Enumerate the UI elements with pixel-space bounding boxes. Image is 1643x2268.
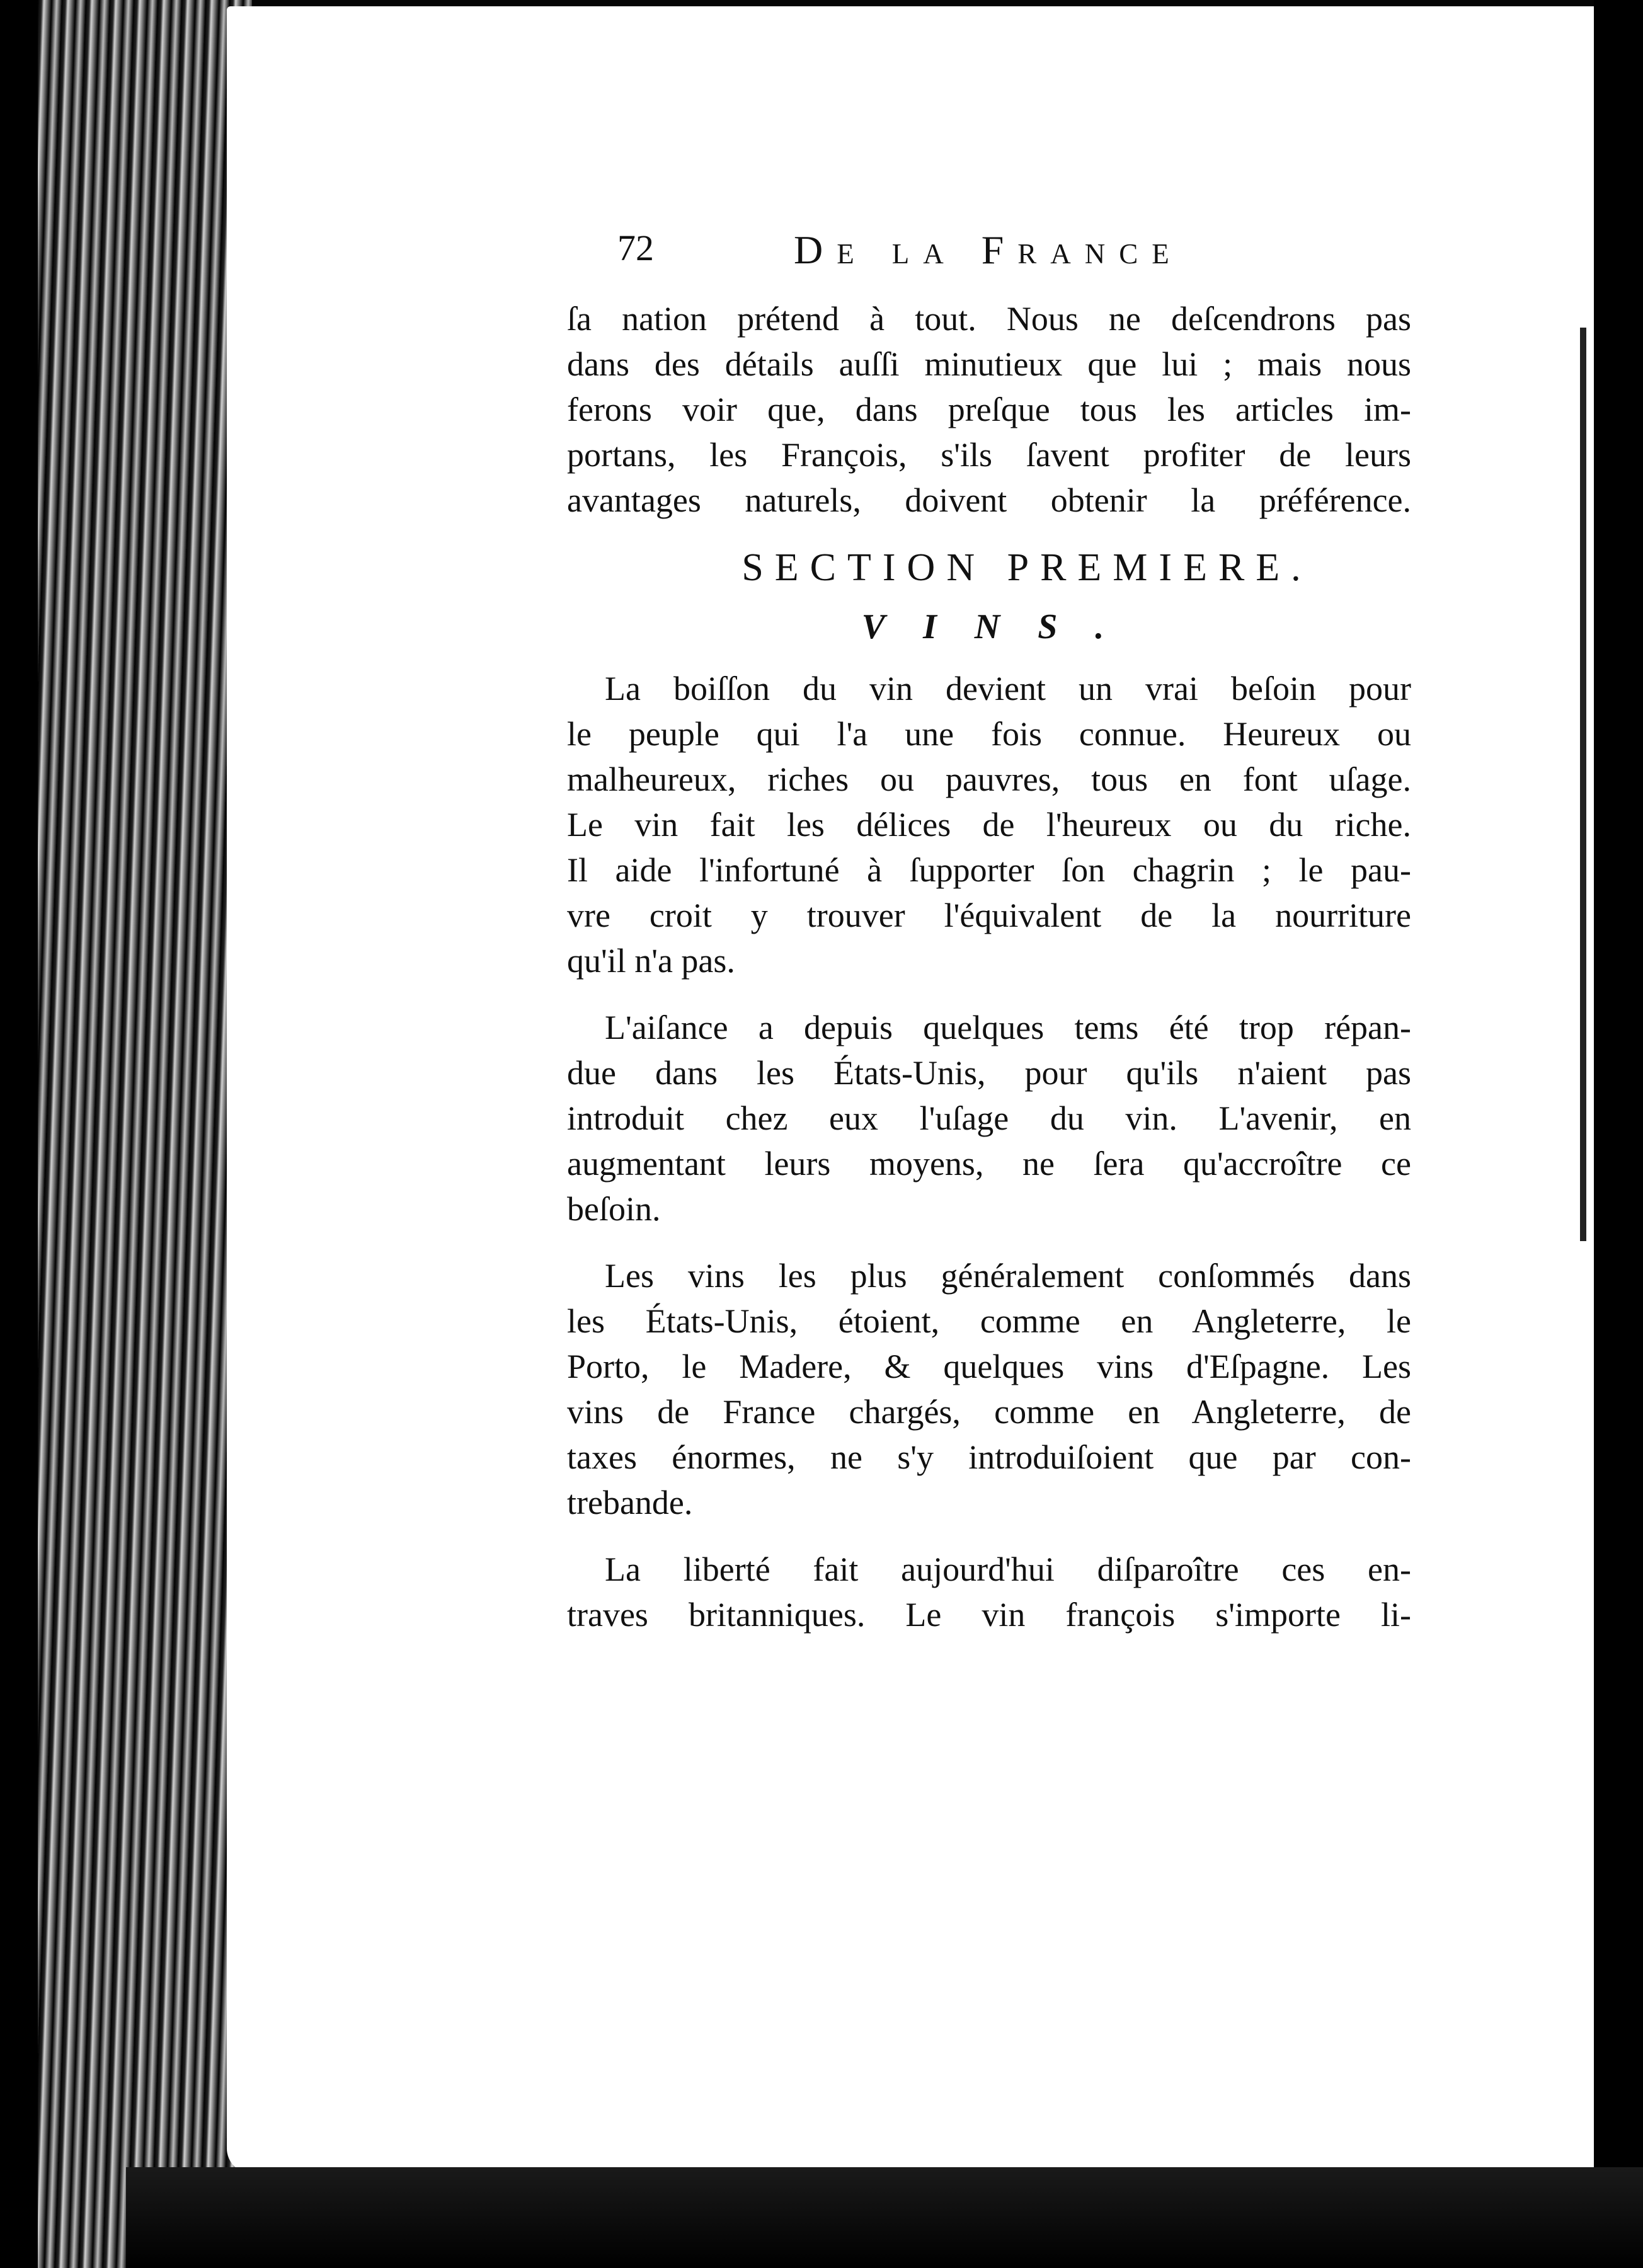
text-line: beſoin. — [567, 1190, 661, 1228]
text-line: augmentant leurs moyens, ne ſera qu'accroître ce — [567, 1145, 1411, 1183]
running-head — [567, 227, 1411, 296]
paragraph — [567, 666, 1411, 983]
text-line: les États-Unis, étoient, comme en Angleterre, le — [567, 1302, 1411, 1340]
text-line: introduit chez eux l'uſage du vin. L'avenir, en — [567, 1099, 1411, 1137]
page-text — [567, 227, 1411, 1659]
text-line: vins de France chargés, comme en Angleterre, de — [567, 1393, 1411, 1431]
text-line: vre croit y trouver l'équivalent de la nourriture — [567, 896, 1411, 934]
text-line: Porto, le Madere, & quelques vins d'Eſpagne. Les — [567, 1348, 1411, 1385]
text-line: ferons voir que, dans preſque tous les articles im- — [567, 391, 1411, 428]
section-heading: SECTION PREMIERE. — [741, 546, 1312, 589]
intro-paragraph — [567, 296, 1411, 523]
text-line: Il aide l'infortuné à ſupporter ſon chagrin ; le pau- — [567, 851, 1411, 889]
text-line: traves britanniques. Le vin françois s'importe li- — [567, 1596, 1411, 1634]
page-bottom-shadow — [126, 2167, 1643, 2268]
paragraph — [567, 1547, 1411, 1637]
paragraph — [567, 1253, 1411, 1525]
text-line: dans des détails auſſi minutieux que lui ; mais nous — [567, 345, 1411, 383]
text-line: ſa nation prétend à tout. Nous ne deſcendrons pas — [567, 300, 1411, 338]
right-page-edge — [1594, 0, 1643, 2268]
text-line: le peuple qui l'a une fois connue. Heureux ou — [567, 715, 1411, 753]
subsection-heading: VINS. — [861, 607, 1142, 646]
text-line: due dans les États-Unis, pour qu'ils n'aient pas — [567, 1054, 1411, 1092]
text-line: La liberté fait aujourd'hui diſparoître ces en- — [605, 1550, 1411, 1588]
text-line: qu'il n'a pas. — [567, 942, 735, 980]
crumpled-page-edges — [38, 0, 252, 2268]
text-line: portans, les François, s'ils ſavent profiter de leurs — [567, 436, 1411, 474]
right-page-edge-line — [1580, 328, 1586, 1241]
text-line: trebande. — [567, 1484, 693, 1521]
text-line: malheureux, riches ou pauvres, tous en font uſage. — [567, 760, 1411, 798]
paragraph — [567, 1005, 1411, 1232]
text-line: Les vins les plus généralement conſommés dans — [605, 1257, 1411, 1295]
text-line: Le vin fait les délices de l'heureux ou du riche. — [567, 806, 1411, 844]
text-line: avantages naturels, doivent obtenir la préférence. — [567, 481, 1411, 519]
text-line: La boiſſon du vin devient un vrai beſoin pour — [605, 670, 1411, 707]
page-number: 72 — [617, 227, 654, 268]
text-line: taxes énormes, ne s'y introduiſoient que par con- — [567, 1438, 1411, 1476]
running-title: De la France — [794, 227, 1183, 272]
text-line: L'aiſance a depuis quelques tems été trop répan- — [605, 1009, 1411, 1046]
